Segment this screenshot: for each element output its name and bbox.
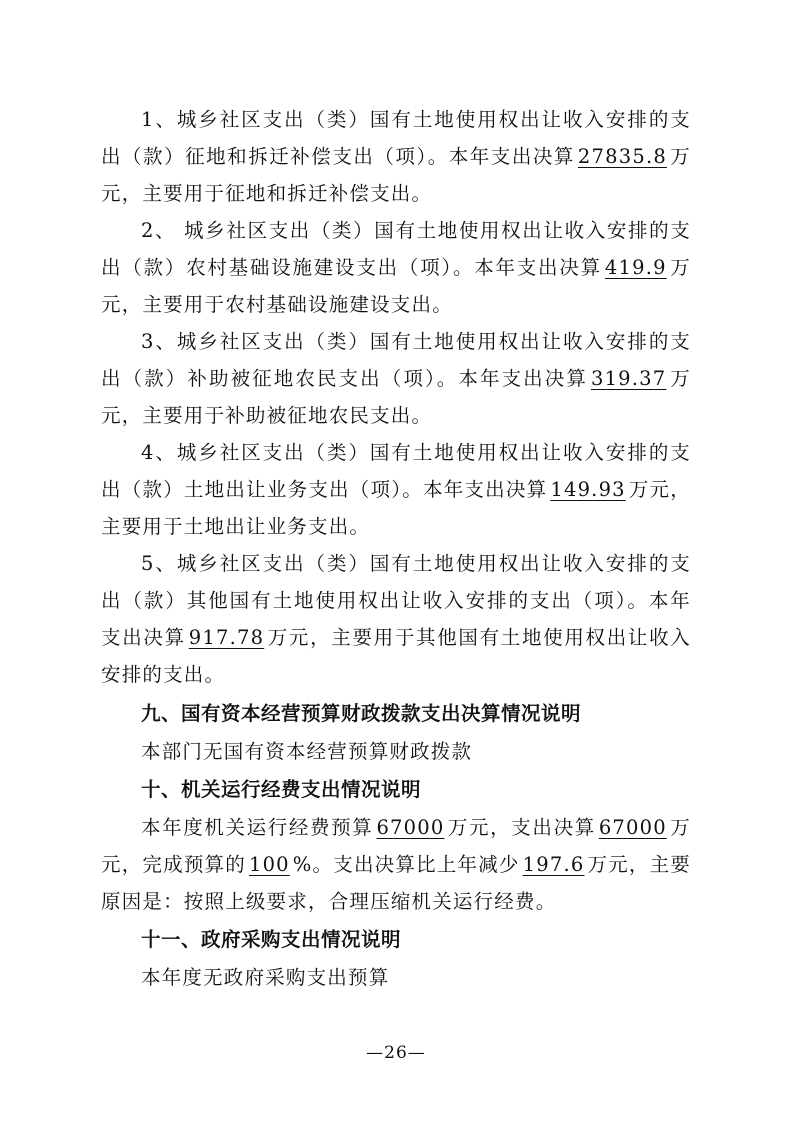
operating-budget-value: 67000 <box>376 816 445 839</box>
item-5-text: 5、城乡社区支出（类）国有土地使用权出让收入安排的支出（款）其他国有土地使用权出让收入安排的支出（项）。本年支出决算 <box>101 552 691 649</box>
item-3-text-end: 万元，主要用于补助被征地农民支出。 <box>101 367 692 427</box>
item-4-text: 4、城乡社区支出（类）国有土地使用权出让收入安排的支出（款）土地出让业务支出（项）。本年支出决算 <box>101 441 691 501</box>
section-9-heading: 九、国有资本经营预算财政拨款支出决算情况说明 <box>141 702 582 725</box>
completion-percent-value: 100 <box>248 853 290 876</box>
paragraph-item-2 <box>101 212 691 323</box>
item-3-amount: 319.37 <box>590 367 667 390</box>
decrease-value: 197.6 <box>522 853 585 876</box>
operating-actual-value: 67000 <box>598 816 667 839</box>
paragraph-item-4 <box>101 434 691 545</box>
item-3-text: 3、城乡社区支出（类）国有土地使用权出让收入安排的支出（款）补助被征地农民支出（项）。本年支出决算 <box>101 330 691 390</box>
paragraph-item-1 <box>101 101 691 212</box>
section-10-heading: 十、机关运行经费支出情况说明 <box>141 778 422 801</box>
item-1-amount: 27835.8 <box>577 145 667 168</box>
item-5-text-end: 万元，主要用于其他国有土地使用权出让收入安排的支出。 <box>101 626 691 686</box>
paragraph-item-3 <box>101 323 691 434</box>
item-4-amount: 149.93 <box>550 478 626 501</box>
section-11-heading: 十一、政府采购支出情况说明 <box>141 928 402 951</box>
item-5-amount: 917.78 <box>188 626 265 649</box>
section-10-body: 本年度机关运行经费预算 67000 万元，支出决算 67000 万元，完成预算的 100 %。支出决算比上年减少 197.6 万元，主要原因是：按照上级要求，合理压缩机关运行经费。 <box>101 816 692 913</box>
page-number: —26— <box>366 1043 426 1063</box>
section-11-body: 本年度无政府采购支出预算 <box>141 966 390 989</box>
item-1-text-end: 万元，主要用于征地和拆迁补偿支出。 <box>101 145 691 205</box>
paragraph-item-5 <box>101 545 691 693</box>
section-9-body: 本部门无国有资本经营预算财政拨款 <box>141 740 473 763</box>
item-1-text: 1、城乡社区支出（类）国有土地使用权出让收入安排的支出（款）征地和拆迁补偿支出（项）。本年支出决算 <box>101 108 691 168</box>
item-2-amount: 419.9 <box>604 256 667 279</box>
item-2-text-end: 万元，主要用于农村基础设施建设支出。 <box>101 256 691 316</box>
item-4-text-end: 万元，主要用于土地出让业务支出。 <box>101 478 691 538</box>
item-2-text: 2、 城乡社区支出（类）国有土地使用权出让收入安排的支出（款）农村基础设施建设支出（项）。本年支出决算 <box>101 219 691 279</box>
